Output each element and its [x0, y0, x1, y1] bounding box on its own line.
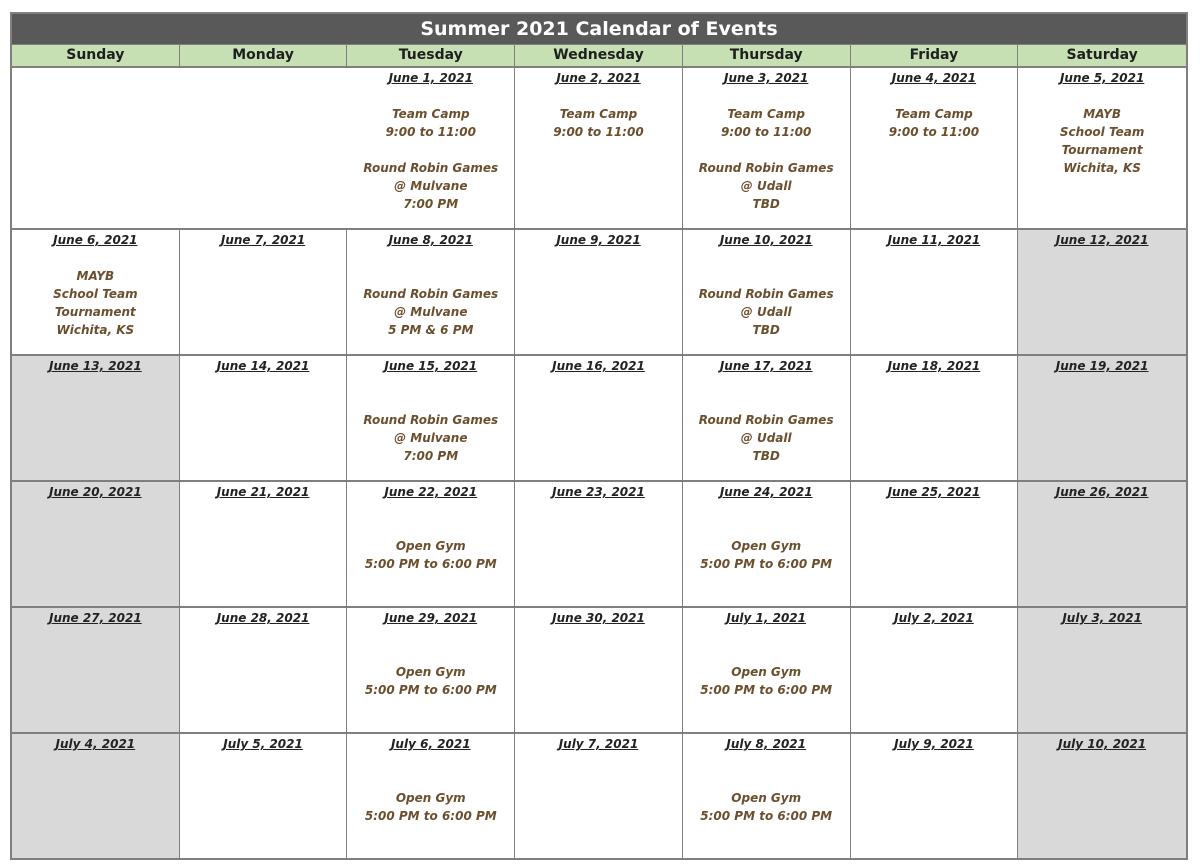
event-group [683, 285, 850, 339]
day-events [683, 789, 850, 825]
event-line: @ Udall [740, 179, 792, 193]
day-events [12, 267, 179, 339]
event-line: MAYB [76, 269, 115, 283]
day-events [347, 105, 514, 213]
event-line: Round Robin Games [698, 161, 834, 175]
event-line: @ Udall [740, 431, 792, 445]
weekday-header-friday: Friday [851, 45, 1019, 66]
event-line: Open Gym [731, 791, 802, 805]
day-date [180, 69, 348, 87]
event-group [347, 159, 514, 213]
event-line: Round Robin Games [363, 413, 499, 427]
day-date [12, 69, 180, 87]
event-line: TBD [752, 197, 780, 211]
day-cell [1018, 230, 1186, 354]
day-date: June 10, 2021 [719, 233, 813, 247]
day-cell [683, 734, 851, 858]
day-cell [347, 68, 515, 228]
day-cell [683, 608, 851, 732]
event-line: Round Robin Games [698, 413, 834, 427]
day-date: June 1, 2021 [388, 71, 473, 85]
day-date: June 21, 2021 [216, 485, 310, 499]
weekday-header-thursday: Thursday [683, 45, 851, 66]
event-line: 5:00 PM to 6:00 PM [700, 557, 833, 571]
day-cell [12, 608, 180, 732]
day-cell [515, 482, 683, 606]
day-cell [180, 356, 348, 480]
day-cell [1018, 608, 1186, 732]
day-date: June 6, 2021 [53, 233, 138, 247]
day-date: July 3, 2021 [1062, 611, 1142, 625]
day-date: July 7, 2021 [558, 737, 639, 751]
day-events [683, 663, 850, 699]
weekday-header-monday: Monday [180, 45, 348, 66]
day-date: June 11, 2021 [887, 233, 981, 247]
event-group [683, 789, 850, 825]
weekday-header-wednesday: Wednesday [515, 45, 683, 66]
event-group [347, 663, 514, 699]
event-line: @ Mulvane [394, 305, 468, 319]
event-line: 5:00 PM to 6:00 PM [364, 683, 497, 697]
event-line: Open Gym [731, 665, 802, 679]
day-date: June 27, 2021 [49, 611, 142, 625]
event-group [683, 663, 850, 699]
day-cell [347, 356, 515, 480]
event-line: Wichita, KS [56, 323, 135, 337]
day-cell [851, 734, 1019, 858]
event-line: @ Mulvane [394, 431, 468, 445]
day-date: June 14, 2021 [216, 359, 310, 373]
day-date: June 29, 2021 [384, 611, 478, 625]
event-line: @ Mulvane [394, 179, 468, 193]
day-cell [180, 68, 348, 228]
day-date: June 30, 2021 [552, 611, 645, 625]
event-line: School Team [1059, 125, 1145, 139]
day-date: July 1, 2021 [726, 611, 806, 625]
event-group [683, 537, 850, 573]
day-date: June 12, 2021 [1055, 233, 1149, 247]
weekday-header-sunday: Sunday [12, 45, 180, 66]
event-line: 9:00 to 11:00 [721, 125, 812, 139]
day-cell [851, 230, 1019, 354]
day-cell [180, 482, 348, 606]
day-cell [347, 608, 515, 732]
day-date: July 2, 2021 [894, 611, 974, 625]
day-cell [12, 230, 180, 354]
event-group [347, 789, 514, 825]
day-date: June 4, 2021 [891, 71, 977, 85]
event-line: Open Gym [395, 665, 466, 679]
day-events [347, 411, 514, 465]
day-date: July 9, 2021 [894, 737, 974, 751]
day-cell [515, 230, 683, 354]
event-group [515, 105, 682, 141]
event-line: Tournament [1061, 143, 1143, 157]
event-line: Open Gym [731, 539, 802, 553]
event-line: 5 PM & 6 PM [388, 323, 474, 337]
day-events [347, 285, 514, 339]
day-events [683, 411, 850, 465]
day-date: June 19, 2021 [1055, 359, 1149, 373]
day-cell [683, 356, 851, 480]
day-events [1018, 105, 1186, 177]
event-line: MAYB [1083, 107, 1121, 121]
day-date: June 16, 2021 [552, 359, 645, 373]
day-cell [1018, 356, 1186, 480]
day-cell [515, 68, 683, 228]
day-date: June 23, 2021 [552, 485, 645, 499]
event-group [683, 411, 850, 465]
event-line: 5:00 PM to 6:00 PM [364, 809, 497, 823]
weekday-header-saturday: Saturday [1066, 47, 1138, 63]
event-line: Wichita, KS [1063, 161, 1141, 175]
day-events [683, 285, 850, 339]
day-cell [851, 608, 1019, 732]
day-date: July 6, 2021 [390, 737, 471, 751]
day-cell [1018, 68, 1186, 228]
event-group [347, 537, 514, 573]
event-line: Tournament [54, 305, 136, 319]
event-line: Open Gym [395, 791, 466, 805]
event-line: 9:00 to 11:00 [385, 125, 476, 139]
day-date: June 2, 2021 [556, 71, 641, 85]
event-line: TBD [752, 323, 780, 337]
day-date: June 9, 2021 [556, 233, 641, 247]
event-line: Team Camp [559, 107, 638, 121]
day-events [683, 537, 850, 573]
week-row [12, 482, 1186, 608]
day-cell [347, 734, 515, 858]
event-line: 7:00 PM [403, 197, 459, 211]
day-date: June 8, 2021 [388, 233, 473, 247]
week-row [12, 734, 1186, 858]
day-date: June 13, 2021 [49, 359, 142, 373]
day-cell [515, 356, 683, 480]
day-cell [12, 68, 180, 228]
day-cell [1018, 734, 1186, 858]
event-line: Round Robin Games [363, 287, 499, 301]
day-date: July 5, 2021 [223, 737, 303, 751]
day-cell [12, 482, 180, 606]
event-line: 5:00 PM to 6:00 PM [700, 683, 833, 697]
event-line: Team Camp [727, 107, 805, 121]
day-date: June 17, 2021 [719, 359, 813, 373]
day-cell [683, 68, 851, 228]
calendar-weeks [12, 68, 1186, 858]
day-cell [515, 734, 683, 858]
day-date: June 28, 2021 [216, 611, 310, 625]
weekday-header-tuesday: Tuesday [347, 45, 515, 66]
calendar [10, 12, 1188, 860]
event-group [12, 267, 179, 339]
week-row [12, 230, 1186, 356]
event-line: Open Gym [395, 539, 466, 553]
day-date: June 20, 2021 [49, 485, 142, 499]
day-date: June 15, 2021 [384, 359, 478, 373]
event-line: 9:00 to 11:00 [553, 125, 644, 139]
weekday-header-row [12, 44, 1186, 68]
day-events [347, 537, 514, 573]
day-events [347, 663, 514, 699]
day-cell [851, 482, 1019, 606]
event-line: Round Robin Games [363, 161, 499, 175]
day-cell [515, 608, 683, 732]
day-date: June 18, 2021 [887, 359, 981, 373]
event-group [683, 159, 850, 213]
day-date: July 4, 2021 [55, 737, 136, 751]
day-cell [683, 230, 851, 354]
event-line: 7:00 PM [403, 449, 459, 463]
event-line: 5:00 PM to 6:00 PM [700, 809, 833, 823]
week-row [12, 68, 1186, 230]
day-events [347, 789, 514, 825]
day-cell [347, 230, 515, 354]
day-cell [180, 734, 348, 858]
day-cell [851, 356, 1019, 480]
event-group [683, 105, 850, 141]
event-group [347, 105, 514, 141]
day-date: June 22, 2021 [384, 485, 478, 499]
day-events [851, 105, 1018, 141]
day-cell [180, 230, 348, 354]
day-cell [1018, 482, 1186, 606]
day-cell [12, 734, 180, 858]
day-cell [347, 482, 515, 606]
calendar-title: Summer 2021 Calendar of Events [12, 14, 1186, 44]
week-row [12, 608, 1186, 734]
event-group [1018, 105, 1186, 177]
event-line: @ Udall [740, 305, 792, 319]
day-cell [851, 68, 1019, 228]
day-date: June 25, 2021 [887, 485, 981, 499]
event-line: 9:00 to 11:00 [888, 125, 980, 139]
day-date: June 24, 2021 [719, 485, 813, 499]
event-group [347, 285, 514, 339]
event-line: Round Robin Games [698, 287, 834, 301]
day-date: June 5, 2021 [1059, 71, 1145, 85]
week-row [12, 356, 1186, 482]
day-date: July 8, 2021 [726, 737, 806, 751]
event-line: School Team [53, 287, 138, 301]
day-cell [12, 356, 180, 480]
day-events [515, 105, 682, 141]
day-date: June 7, 2021 [220, 233, 306, 247]
event-line: TBD [752, 449, 780, 463]
event-line: Team Camp [392, 107, 470, 121]
day-cell [683, 482, 851, 606]
day-date: June 3, 2021 [724, 71, 809, 85]
day-cell [180, 608, 348, 732]
day-events [683, 105, 850, 213]
day-date: June 26, 2021 [1055, 485, 1149, 499]
event-group [347, 411, 514, 465]
event-line: Team Camp [895, 107, 973, 121]
event-group [851, 105, 1018, 141]
day-date: July 10, 2021 [1058, 737, 1147, 751]
event-line: 5:00 PM to 6:00 PM [364, 557, 497, 571]
